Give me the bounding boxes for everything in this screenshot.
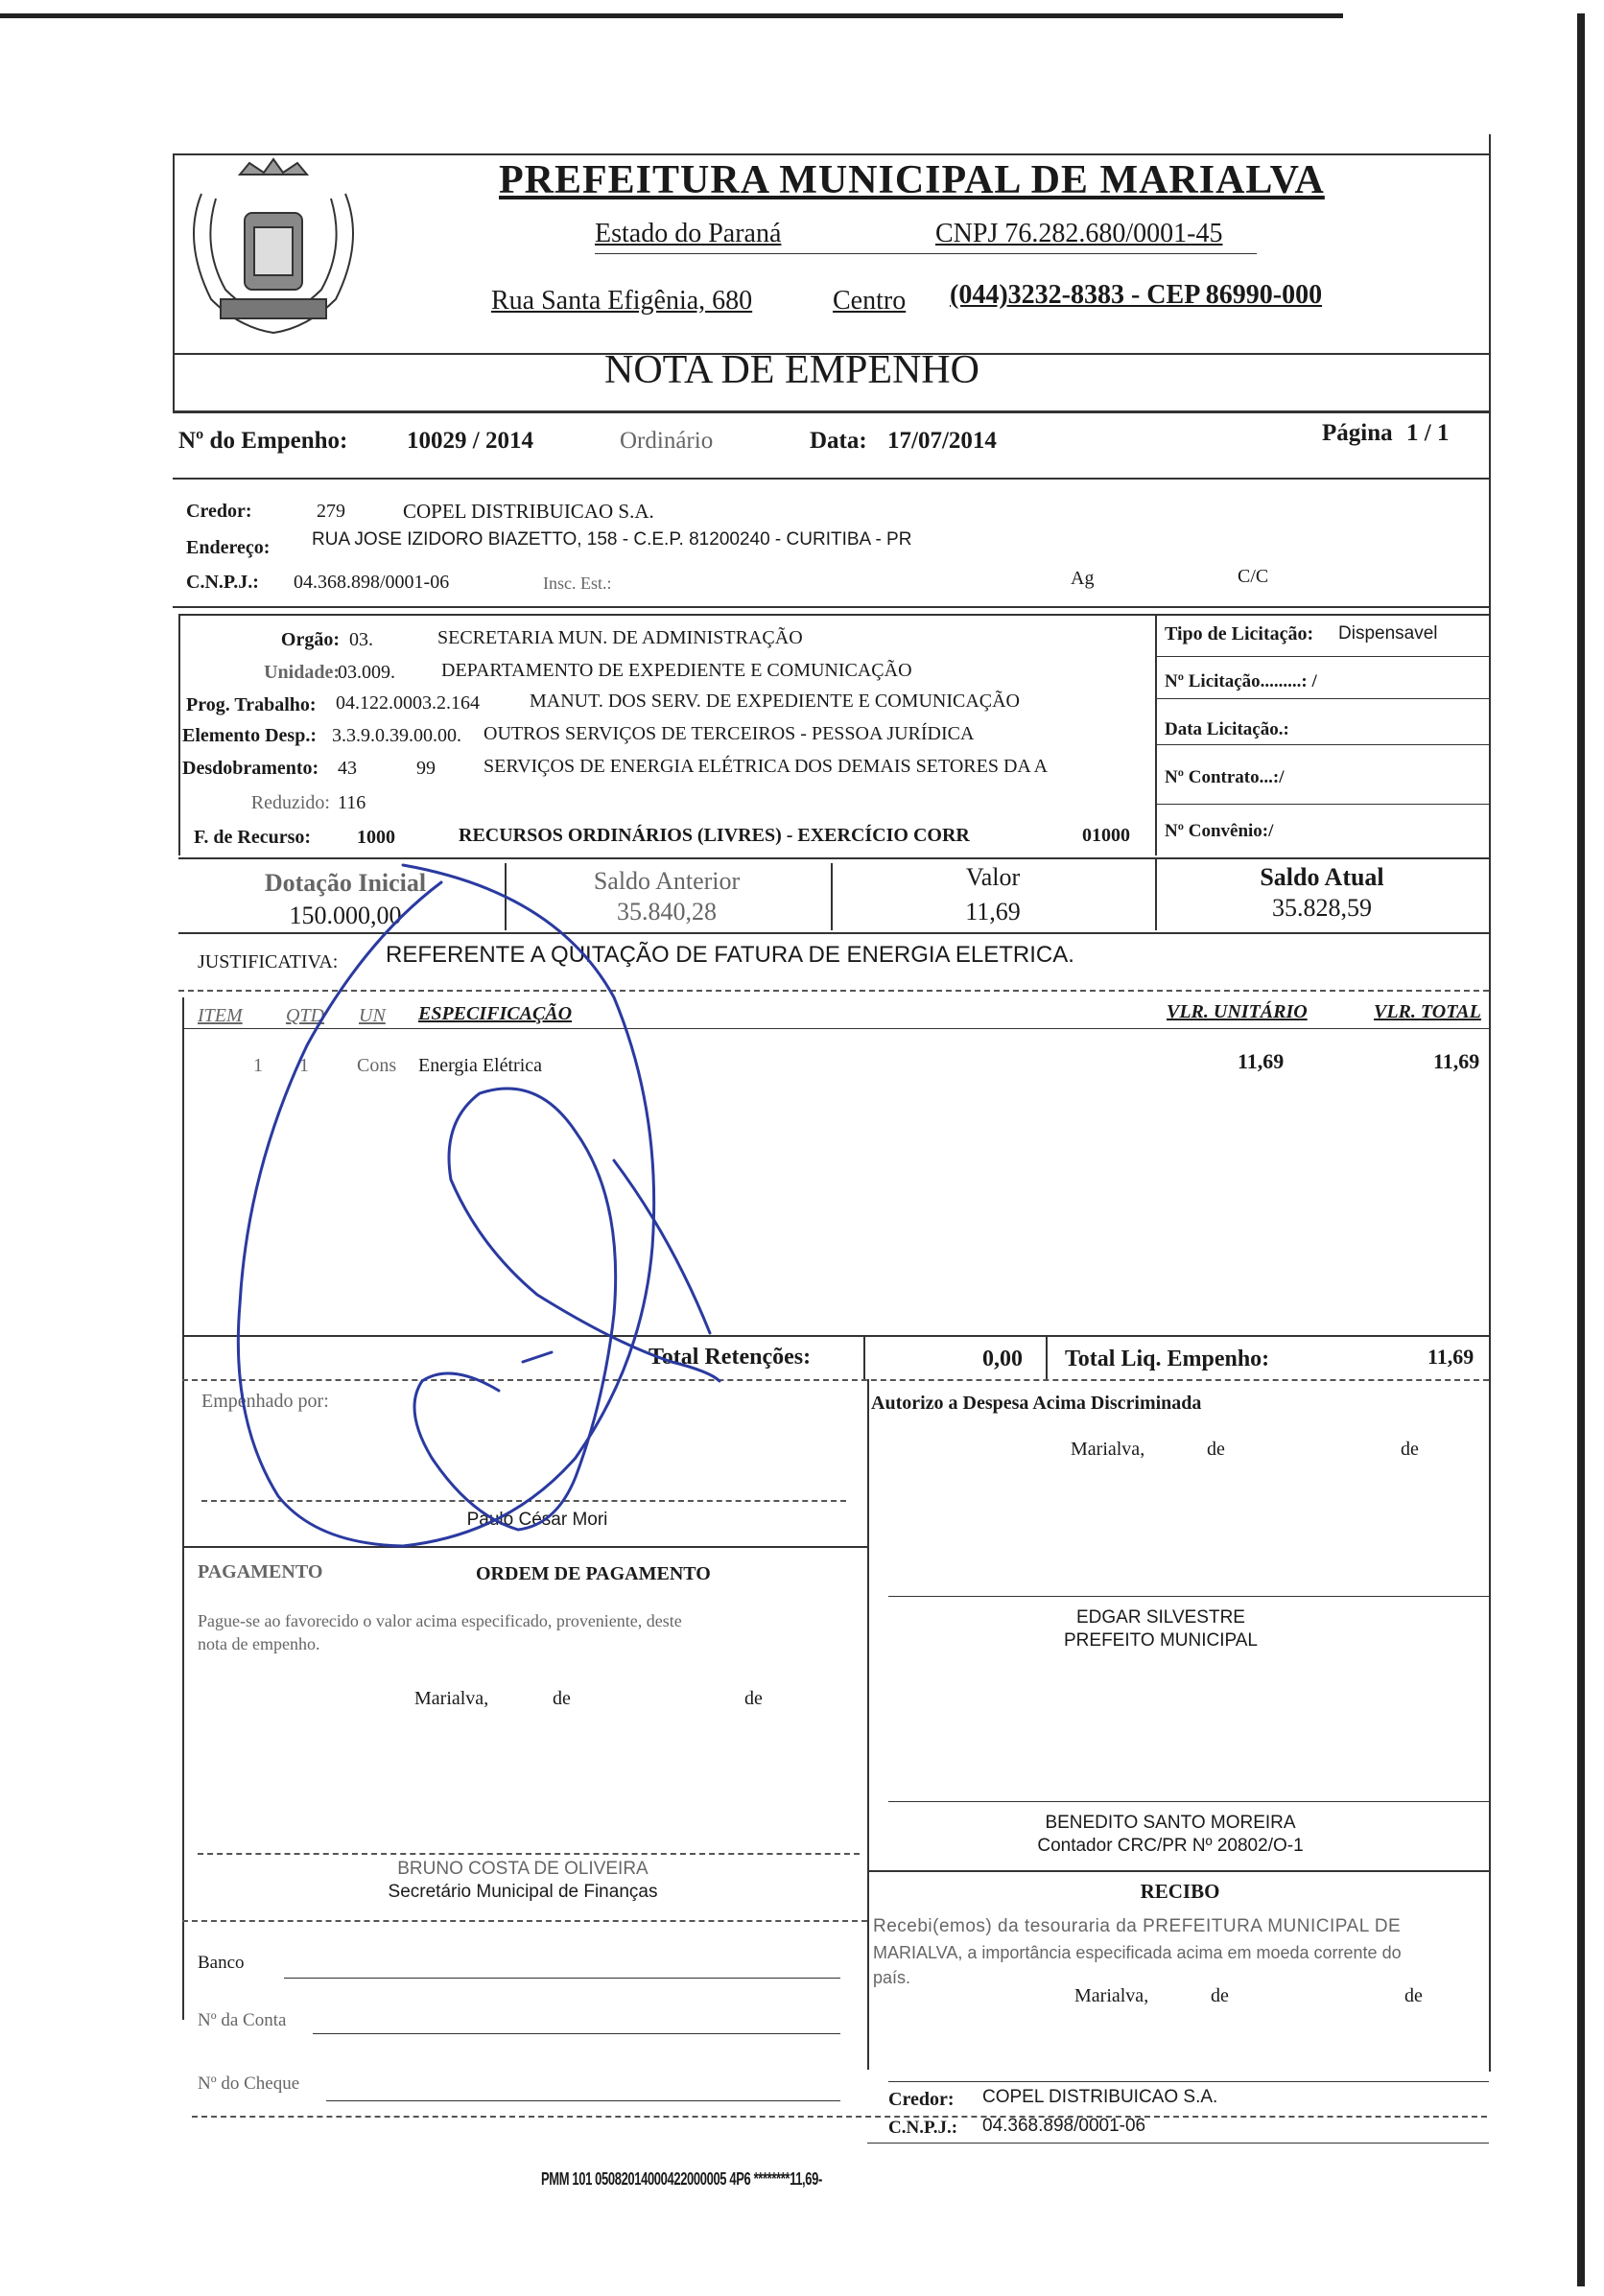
row-unit: 11,69	[1238, 1049, 1285, 1073]
reduzido-value: 116	[338, 792, 366, 813]
total-liq-value: 11,69	[1427, 1345, 1474, 1369]
ordem-pagamento-label: ORDEM DE PAGAMENTO	[476, 1563, 711, 1584]
col-vlr-total: VLR. TOTAL	[1374, 1001, 1481, 1022]
recibo-de-2: de	[1404, 1985, 1423, 2006]
credor-code: 279	[317, 501, 345, 522]
footer-code: PMM 101 05082014000422000005 4P6 ********11,69-	[541, 2169, 822, 2189]
saldo-anterior-value: 35.840,28	[617, 898, 717, 925]
recibo-title: RECIBO	[1140, 1880, 1220, 1903]
doc-title: NOTA DE EMPENHO	[604, 348, 979, 392]
cheque-label: Nº do Cheque	[198, 2073, 300, 2094]
saldo-atual-value: 35.828,59	[1272, 894, 1372, 922]
scan-right-edge	[1577, 13, 1585, 2286]
elemento-code: 3.3.9.0.39.00.00.	[332, 725, 461, 746]
orgao-name: SECRETARIA MUN. DE ADMINISTRAÇÃO	[437, 627, 803, 648]
recurso-label: F. de Recurso:	[194, 827, 312, 848]
desdob-label: Desdobramento:	[182, 758, 319, 779]
saldo-anterior-label: Saldo Anterior	[593, 867, 741, 895]
licitacao-convenio: Nº Convênio:/	[1165, 821, 1274, 841]
col-un: UN	[359, 1005, 386, 1026]
valor-value: 11,69	[965, 898, 1021, 925]
ag-label: Ag	[1071, 568, 1095, 589]
recibo-line1: Recebi(emos) da tesouraria da PREFEITURA MUNICIPAL DE	[873, 1916, 1402, 1936]
orgao-code: 03.	[349, 629, 373, 650]
secretario-name: BRUNO COSTA DE OLIVEIRA	[397, 1859, 649, 1879]
address-value: RUA JOSE IZIDORO BIAZETTO, 158 - C.E.P. 81200240 - CURITIBA - PR	[312, 529, 912, 550]
justificativa-text: REFERENTE A QUITAÇÃO DE FATURA DE ENERGIA ELETRICA.	[386, 942, 1074, 968]
dotacao-label: Dotação Inicial	[264, 869, 427, 897]
unidade-name: DEPARTAMENTO DE EXPEDIENTE E COMUNICAÇÃO	[441, 660, 912, 681]
header-phone-cep: (044)3232-8383 - CEP 86990-000	[950, 280, 1323, 310]
recibo-credor-label: Credor:	[888, 2089, 955, 2110]
row-item: 1	[253, 1055, 263, 1076]
row-qtd: 1	[299, 1055, 309, 1076]
empenho-number-label: Nº do Empenho:	[178, 428, 348, 454]
prog-code: 04.122.0003.2.164	[336, 692, 480, 714]
banco-label: Banco	[198, 1953, 245, 1973]
header-street: Rua Santa Efigênia, 680	[491, 286, 753, 316]
total-retencoes-value: 0,00	[982, 1347, 1023, 1371]
recurso-sub: 01000	[1082, 825, 1130, 846]
cc-label: C/C	[1238, 566, 1269, 587]
secretario-title: Secretário Municipal de Finanças	[388, 1882, 658, 1902]
header-title: PREFEITURA MUNICIPAL DE MARIALVA	[499, 158, 1325, 202]
pague-line2: nota de empenho.	[198, 1634, 320, 1653]
autorizo-de-1: de	[1207, 1439, 1225, 1460]
pagamento-de-1: de	[553, 1688, 571, 1709]
prog-name: MANUT. DOS SERV. DE EXPEDIENTE E COMUNICAÇÃO	[530, 691, 1020, 712]
autorizo-label: Autorizo a Despesa Acima Discriminada	[871, 1393, 1202, 1414]
page-number: 1 / 1	[1406, 420, 1450, 446]
header-district: Centro	[833, 286, 907, 316]
recibo-credor: COPEL DISTRIBUICAO S.A.	[982, 2087, 1218, 2107]
recibo-line2: MARIALVA, a importância especificada acima em moeda corrente do	[873, 1943, 1402, 1962]
col-especificacao: ESPECIFICAÇÃO	[418, 1003, 573, 1024]
orgao-label: Orgão:	[280, 629, 340, 650]
licitacao-contrato: Nº Contrato...:/	[1165, 767, 1285, 787]
total-liq-label: Total Liq. Empenho:	[1065, 1347, 1270, 1371]
scan-top-edge	[0, 13, 1343, 18]
autorizo-city: Marialva,	[1071, 1439, 1145, 1460]
credor-label: Credor:	[186, 501, 252, 522]
unidade-code: 03.009.	[338, 662, 395, 683]
licitacao-tipo-label: Tipo de Licitação:	[1165, 623, 1314, 644]
cnpj-label: C.N.P.J.:	[186, 572, 259, 593]
saldo-atual-label: Saldo Atual	[1260, 863, 1384, 891]
reduzido-label: Reduzido:	[250, 792, 330, 813]
recurso-code: 1000	[357, 827, 395, 848]
recibo-de-1: de	[1211, 1985, 1229, 2006]
licitacao-tipo: Dispensavel	[1338, 623, 1438, 644]
pagamento-de-2: de	[744, 1688, 763, 1709]
credor-name: COPEL DISTRIBUICAO S.A.	[403, 500, 654, 523]
pagamento-city: Marialva,	[414, 1688, 489, 1709]
row-total: 11,69	[1433, 1049, 1480, 1073]
autorizo-de-2: de	[1401, 1439, 1419, 1460]
empenho-date-label: Data:	[810, 428, 867, 454]
contador-title: Contador CRC/PR Nº 20802/O-1	[1037, 1836, 1304, 1856]
valor-label: Valor	[965, 863, 1021, 891]
col-vlr-unitario: VLR. UNITÁRIO	[1167, 1001, 1308, 1022]
recibo-cnpj: 04.368.898/0001-06	[982, 2116, 1146, 2136]
conta-label: Nº da Conta	[198, 2010, 287, 2030]
row-spec: Energia Elétrica	[418, 1055, 543, 1076]
ie-label: Insc. Est.:	[543, 574, 612, 593]
cnpj-value: 04.368.898/0001-06	[294, 572, 450, 593]
col-item: ITEM	[198, 1005, 243, 1026]
pague-line1: Pague-se ao favorecido o valor acima especificado, proveniente, deste	[198, 1611, 682, 1630]
empenho-type: Ordinário	[620, 428, 714, 454]
pagamento-label: PAGAMENTO	[198, 1561, 323, 1582]
page-label: Página	[1322, 420, 1393, 446]
empenhado-name: Paulo César Mori	[466, 1510, 608, 1530]
prefeito-name: EDGAR SILVESTRE	[1076, 1607, 1245, 1628]
coat-of-arms-icon	[173, 155, 374, 347]
desdob-code: 43	[338, 758, 357, 779]
prefeito-title: PREFEITO MUNICIPAL	[1064, 1630, 1258, 1651]
recibo-cnpj-label: C.N.P.J.:	[888, 2118, 958, 2138]
unidade-label: Unidade:	[264, 662, 340, 683]
address-label: Endereço:	[186, 537, 271, 558]
prog-label: Prog. Trabalho:	[186, 694, 317, 715]
recibo-line3: país.	[873, 1968, 911, 1987]
row-un: Cons	[357, 1055, 397, 1076]
header-state: Estado do Paraná	[595, 219, 782, 248]
col-qtd: QTD	[286, 1005, 325, 1026]
recurso-name: RECURSOS ORDINÁRIOS (LIVRES) - EXERCÍCIO CORR	[459, 825, 970, 846]
elemento-name: OUTROS SERVIÇOS DE TERCEIROS - PESSOA JURÍDICA	[484, 723, 975, 744]
total-retencoes-label: Total Retenções:	[649, 1345, 812, 1370]
empenho-date: 17/07/2014	[887, 428, 997, 454]
justificativa-label: JUSTIFICATIVA:	[198, 951, 339, 972]
licitacao-numero: Nº Licitação.........: /	[1165, 671, 1317, 691]
dotacao-value: 150.000,00	[289, 902, 402, 929]
contador-name: BENEDITO SANTO MOREIRA	[1045, 1813, 1296, 1833]
recibo-city: Marialva,	[1074, 1985, 1149, 2006]
empenhado-label: Empenhado por:	[201, 1391, 329, 1412]
empenho-number: 10029 / 2014	[407, 428, 533, 454]
elemento-label: Elemento Desp.:	[182, 725, 317, 746]
header-cnpj: CNPJ 76.282.680/0001-45	[935, 219, 1223, 248]
licitacao-data: Data Licitação.:	[1165, 719, 1289, 739]
desdob-name: SERVIÇOS DE ENERGIA ELÉTRICA DOS DEMAIS SETORES DA A	[484, 756, 1049, 777]
desdob-sub: 99	[416, 758, 436, 779]
